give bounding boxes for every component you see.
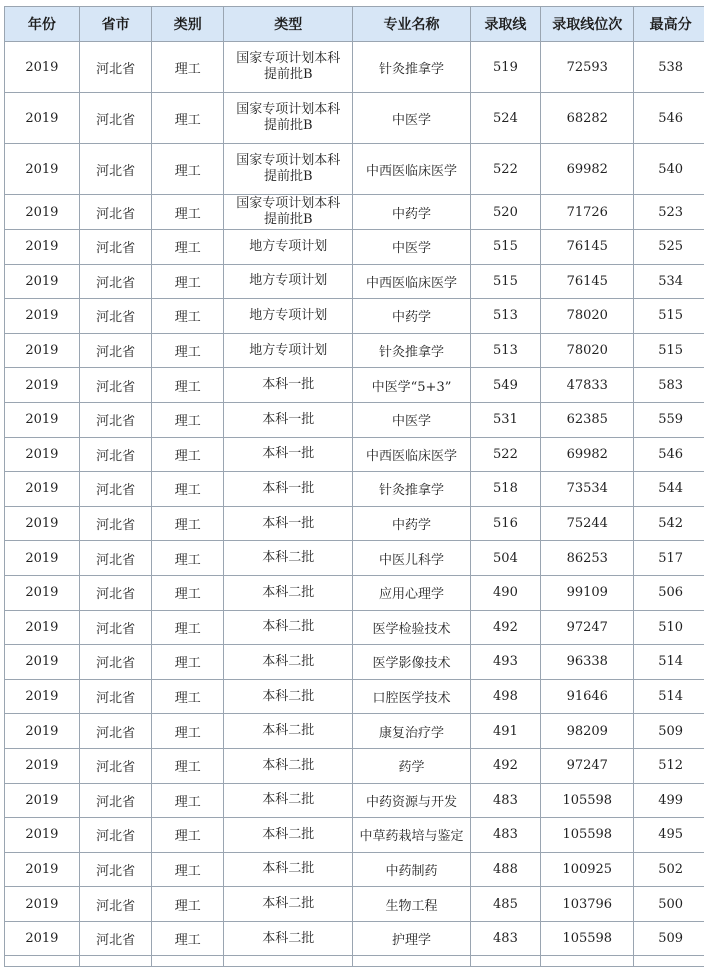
- cell-type: [224, 714, 353, 749]
- cell-rank: 86253: [541, 541, 634, 576]
- cell-major: 中西医临床医学: [353, 264, 470, 299]
- cell-max: 512: [634, 748, 704, 783]
- cell-type: [224, 645, 353, 680]
- cell-major: 中医儿科学: [353, 541, 470, 576]
- cell-year: 2019: [5, 714, 80, 749]
- table-row: [5, 541, 704, 576]
- header-row: [5, 7, 704, 42]
- table-row: [5, 299, 704, 334]
- cell-category: 理工: [152, 402, 224, 437]
- cell-type: [224, 575, 353, 610]
- cell-type: [224, 368, 353, 403]
- cell-rank: 78020: [541, 333, 634, 368]
- cell-rank: 72593: [541, 42, 634, 93]
- cell-empty: [224, 956, 353, 967]
- table-row: [5, 368, 704, 403]
- cell-line: 491: [470, 714, 541, 749]
- cell-major: 口腔医学技术: [353, 679, 470, 714]
- cell-category: 理工: [152, 42, 224, 93]
- cell-year: 2019: [5, 93, 80, 144]
- cell-max: 495: [634, 818, 704, 853]
- cell-year: 2019: [5, 402, 80, 437]
- cell-province: 河北省: [79, 714, 152, 749]
- cell-province: 河北省: [79, 921, 152, 956]
- cell-province: 河北省: [79, 42, 152, 93]
- cell-type-text: 本科二批: [262, 619, 315, 635]
- table-row: [5, 783, 704, 818]
- cell-line: 490: [470, 575, 541, 610]
- cell-year: 2019: [5, 299, 80, 334]
- cell-max: 515: [634, 299, 704, 334]
- cell-rank: 62385: [541, 402, 634, 437]
- cell-max: 500: [634, 887, 704, 922]
- cell-type: [224, 818, 353, 853]
- cell-rank: 97247: [541, 610, 634, 645]
- cell-line: 498: [470, 679, 541, 714]
- cell-category: 理工: [152, 368, 224, 403]
- cell-max: 534: [634, 264, 704, 299]
- cell-max: 523: [634, 195, 704, 230]
- cell-category: 理工: [152, 748, 224, 783]
- cell-year: 2019: [5, 748, 80, 783]
- cell-type: [224, 299, 353, 334]
- cell-type: [224, 264, 353, 299]
- cell-line: 518: [470, 472, 541, 507]
- cell-category: 理工: [152, 783, 224, 818]
- cell-category: 理工: [152, 921, 224, 956]
- cell-category: 理工: [152, 230, 224, 265]
- cell-province: 河北省: [79, 144, 152, 195]
- cell-province: 河北省: [79, 299, 152, 334]
- cell-category: 理工: [152, 541, 224, 576]
- cell-year: 2019: [5, 437, 80, 472]
- header-type: 类型: [224, 7, 353, 42]
- cell-year: 2019: [5, 645, 80, 680]
- cell-category: 理工: [152, 437, 224, 472]
- cell-line: 515: [470, 264, 541, 299]
- cell-line: 483: [470, 783, 541, 818]
- cell-rank: 97247: [541, 748, 634, 783]
- cell-type: [224, 42, 353, 93]
- cell-line: 531: [470, 402, 541, 437]
- table-row: [5, 679, 704, 714]
- cell-province: 河北省: [79, 368, 152, 403]
- cell-rank: 100925: [541, 852, 634, 887]
- cell-major: 护理学: [353, 921, 470, 956]
- table-body: [5, 42, 704, 967]
- cell-line: 488: [470, 852, 541, 887]
- header-rank: 录取线位次: [541, 7, 634, 42]
- cell-province: 河北省: [79, 610, 152, 645]
- cell-rank: 73534: [541, 472, 634, 507]
- cell-type-text: 本科二批: [262, 688, 315, 704]
- cell-major: 中药学: [353, 299, 470, 334]
- cell-line: 504: [470, 541, 541, 576]
- cell-type: [224, 195, 353, 230]
- cell-year: 2019: [5, 575, 80, 610]
- cell-type: [224, 93, 353, 144]
- cell-category: 理工: [152, 575, 224, 610]
- cell-max: 542: [634, 506, 704, 541]
- cell-rank: 105598: [541, 921, 634, 956]
- cell-major: 中医学“5+3”: [353, 368, 470, 403]
- cell-category: 理工: [152, 679, 224, 714]
- cell-empty: [541, 956, 634, 967]
- cell-type: [224, 783, 353, 818]
- cell-empty: [79, 956, 152, 967]
- cell-rank: 47833: [541, 368, 634, 403]
- cell-rank: 98209: [541, 714, 634, 749]
- cell-max: 514: [634, 679, 704, 714]
- cell-major: 医学检验技术: [353, 610, 470, 645]
- cell-type-text: 地方专项计划: [249, 238, 328, 254]
- cell-category: 理工: [152, 93, 224, 144]
- cell-max: 509: [634, 921, 704, 956]
- header-province: 省市: [79, 7, 152, 42]
- cell-category: 理工: [152, 714, 224, 749]
- cell-line: 549: [470, 368, 541, 403]
- cell-line: 483: [470, 818, 541, 853]
- cell-rank: 75244: [541, 506, 634, 541]
- cell-line: 520: [470, 195, 541, 230]
- cell-year: 2019: [5, 506, 80, 541]
- header-line: 录取线: [470, 7, 541, 42]
- cell-category: 理工: [152, 645, 224, 680]
- cell-type-text: 国家专项计划本科提前批B: [236, 196, 341, 227]
- cell-category: 理工: [152, 299, 224, 334]
- cell-major: 中药学: [353, 506, 470, 541]
- cell-type: [224, 852, 353, 887]
- cell-type-text: 本科二批: [262, 653, 315, 669]
- cell-rank: 78020: [541, 299, 634, 334]
- cell-rank: 76145: [541, 230, 634, 265]
- cell-year: 2019: [5, 230, 80, 265]
- cell-major: 应用心理学: [353, 575, 470, 610]
- cell-type: [224, 437, 353, 472]
- cell-year: 2019: [5, 921, 80, 956]
- cell-major: 中草药栽培与鉴定: [353, 818, 470, 853]
- cell-major: 中医学: [353, 402, 470, 437]
- cell-max: 502: [634, 852, 704, 887]
- cell-line: 483: [470, 921, 541, 956]
- cell-year: 2019: [5, 264, 80, 299]
- cell-year: 2019: [5, 679, 80, 714]
- header-year: 年份: [5, 7, 80, 42]
- cell-empty: [634, 956, 704, 967]
- cell-year: 2019: [5, 818, 80, 853]
- cell-line: 513: [470, 333, 541, 368]
- cell-province: 河北省: [79, 783, 152, 818]
- cell-type-text: 本科二批: [262, 896, 315, 912]
- table-row: [5, 852, 704, 887]
- cell-category: 理工: [152, 818, 224, 853]
- cell-type: [224, 541, 353, 576]
- cell-major: 生物工程: [353, 887, 470, 922]
- table-row: [5, 610, 704, 645]
- header-category: 类别: [152, 7, 224, 42]
- cell-major: 中医学: [353, 93, 470, 144]
- cell-empty: [152, 956, 224, 967]
- cell-province: 河北省: [79, 852, 152, 887]
- cell-rank: 105598: [541, 818, 634, 853]
- cell-line: 516: [470, 506, 541, 541]
- cell-type: [224, 887, 353, 922]
- cell-major: 医学影像技术: [353, 645, 470, 680]
- cell-rank: 69982: [541, 437, 634, 472]
- cell-province: 河北省: [79, 333, 152, 368]
- cell-line: 522: [470, 437, 541, 472]
- table-row: [5, 818, 704, 853]
- cell-rank: 71726: [541, 195, 634, 230]
- table-row: [5, 195, 704, 230]
- cell-major: 中药资源与开发: [353, 783, 470, 818]
- table-row: [5, 93, 704, 144]
- cell-max: 583: [634, 368, 704, 403]
- cell-province: 河北省: [79, 887, 152, 922]
- cell-max: 525: [634, 230, 704, 265]
- cell-max: 546: [634, 93, 704, 144]
- cell-major: 针灸推拿学: [353, 333, 470, 368]
- cell-major: 中西医临床医学: [353, 144, 470, 195]
- cell-rank: 96338: [541, 645, 634, 680]
- cell-type: [224, 748, 353, 783]
- admission-scores-table: [4, 6, 704, 967]
- cell-type: [224, 144, 353, 195]
- cell-category: 理工: [152, 610, 224, 645]
- cell-province: 河北省: [79, 748, 152, 783]
- cell-type-text: 本科一批: [262, 480, 315, 496]
- table-row: [5, 230, 704, 265]
- cell-province: 河北省: [79, 679, 152, 714]
- cell-max: 559: [634, 402, 704, 437]
- cell-type-text: 国家专项计划本科提前批B: [236, 153, 341, 184]
- cell-rank: 103796: [541, 887, 634, 922]
- cell-province: 河北省: [79, 264, 152, 299]
- cell-max: 538: [634, 42, 704, 93]
- table-row: [5, 714, 704, 749]
- cell-line: 485: [470, 887, 541, 922]
- cell-type-text: 本科二批: [262, 792, 315, 808]
- cell-major: 药学: [353, 748, 470, 783]
- cell-category: 理工: [152, 852, 224, 887]
- cell-type-text: 地方专项计划: [249, 307, 328, 323]
- cell-type: [224, 402, 353, 437]
- cell-type-text: 本科一批: [262, 377, 315, 393]
- cell-year: 2019: [5, 610, 80, 645]
- cell-province: 河北省: [79, 541, 152, 576]
- table-row: [5, 921, 704, 956]
- cell-type: [224, 472, 353, 507]
- cell-year: 2019: [5, 195, 80, 230]
- cell-line: 493: [470, 645, 541, 680]
- cell-type-text: 本科二批: [262, 930, 315, 946]
- cell-type: [224, 506, 353, 541]
- cell-type-text: 本科一批: [262, 411, 315, 427]
- cell-category: 理工: [152, 264, 224, 299]
- cell-year: 2019: [5, 333, 80, 368]
- cell-rank: 68282: [541, 93, 634, 144]
- cell-rank: 91646: [541, 679, 634, 714]
- cell-line: 513: [470, 299, 541, 334]
- cell-category: 理工: [152, 506, 224, 541]
- table-row: [5, 437, 704, 472]
- cell-type-text: 地方专项计划: [249, 273, 328, 289]
- table-row: [5, 42, 704, 93]
- cell-max: 510: [634, 610, 704, 645]
- cell-type: [224, 610, 353, 645]
- cell-year: 2019: [5, 472, 80, 507]
- cell-line: 492: [470, 610, 541, 645]
- cell-max: 509: [634, 714, 704, 749]
- table-row: [5, 575, 704, 610]
- cell-category: 理工: [152, 887, 224, 922]
- cell-province: 河北省: [79, 472, 152, 507]
- cell-type-text: 地方专项计划: [249, 342, 328, 358]
- cell-line: 522: [470, 144, 541, 195]
- cell-line: 519: [470, 42, 541, 93]
- cell-type: [224, 230, 353, 265]
- cell-type-text: 本科二批: [262, 826, 315, 842]
- cell-line: 524: [470, 93, 541, 144]
- cell-major: 针灸推拿学: [353, 42, 470, 93]
- cell-major: 中西医临床医学: [353, 437, 470, 472]
- cell-province: 河北省: [79, 93, 152, 144]
- cell-year: 2019: [5, 541, 80, 576]
- cell-max: 499: [634, 783, 704, 818]
- cell-province: 河北省: [79, 818, 152, 853]
- cell-province: 河北省: [79, 402, 152, 437]
- cell-province: 河北省: [79, 506, 152, 541]
- table-row: [5, 333, 704, 368]
- table-row: [5, 402, 704, 437]
- cell-rank: 99109: [541, 575, 634, 610]
- cell-type: [224, 679, 353, 714]
- cell-type-text: 国家专项计划本科提前批B: [236, 102, 341, 133]
- table-row: [5, 887, 704, 922]
- cell-max: 540: [634, 144, 704, 195]
- header-major: 专业名称: [353, 7, 470, 42]
- cell-category: 理工: [152, 195, 224, 230]
- cell-max: 517: [634, 541, 704, 576]
- cell-province: 河北省: [79, 230, 152, 265]
- cell-category: 理工: [152, 472, 224, 507]
- cell-type-text: 本科一批: [262, 446, 315, 462]
- table-row: [5, 472, 704, 507]
- cell-type-text: 本科二批: [262, 584, 315, 600]
- cell-type-text: 本科二批: [262, 757, 315, 773]
- cell-province: 河北省: [79, 437, 152, 472]
- cell-type-text: 国家专项计划本科提前批B: [236, 51, 341, 82]
- cell-type-text: 本科一批: [262, 515, 315, 531]
- cell-max: 544: [634, 472, 704, 507]
- cell-empty: [353, 956, 470, 967]
- cell-empty: [5, 956, 80, 967]
- cell-max: 506: [634, 575, 704, 610]
- table-row: [5, 645, 704, 680]
- cell-rank: 76145: [541, 264, 634, 299]
- header-max: 最高分: [634, 7, 704, 42]
- cell-type-text: 本科二批: [262, 723, 315, 739]
- cell-province: 河北省: [79, 195, 152, 230]
- cell-year: 2019: [5, 144, 80, 195]
- cell-year: 2019: [5, 368, 80, 403]
- cell-major: 中药制药: [353, 852, 470, 887]
- cell-major: 中药学: [353, 195, 470, 230]
- cell-category: 理工: [152, 333, 224, 368]
- table-row: [5, 506, 704, 541]
- cell-line: 492: [470, 748, 541, 783]
- cell-max: 546: [634, 437, 704, 472]
- cell-year: 2019: [5, 852, 80, 887]
- cell-province: 河北省: [79, 645, 152, 680]
- cell-category: 理工: [152, 144, 224, 195]
- cell-type: [224, 333, 353, 368]
- cell-year: 2019: [5, 887, 80, 922]
- cell-line: 515: [470, 230, 541, 265]
- cell-year: 2019: [5, 783, 80, 818]
- cell-province: 河北省: [79, 575, 152, 610]
- table-row-partial: [5, 956, 704, 967]
- cell-rank: 69982: [541, 144, 634, 195]
- cell-major: 中医学: [353, 230, 470, 265]
- cell-major: 针灸推拿学: [353, 472, 470, 507]
- cell-type-text: 本科二批: [262, 861, 315, 877]
- table-row: [5, 748, 704, 783]
- table-row: [5, 264, 704, 299]
- cell-empty: [470, 956, 541, 967]
- cell-major: 康复治疗学: [353, 714, 470, 749]
- cell-max: 515: [634, 333, 704, 368]
- cell-max: 514: [634, 645, 704, 680]
- cell-year: 2019: [5, 42, 80, 93]
- cell-type: [224, 921, 353, 956]
- table-row: [5, 144, 704, 195]
- cell-rank: 105598: [541, 783, 634, 818]
- cell-type-text: 本科二批: [262, 550, 315, 566]
